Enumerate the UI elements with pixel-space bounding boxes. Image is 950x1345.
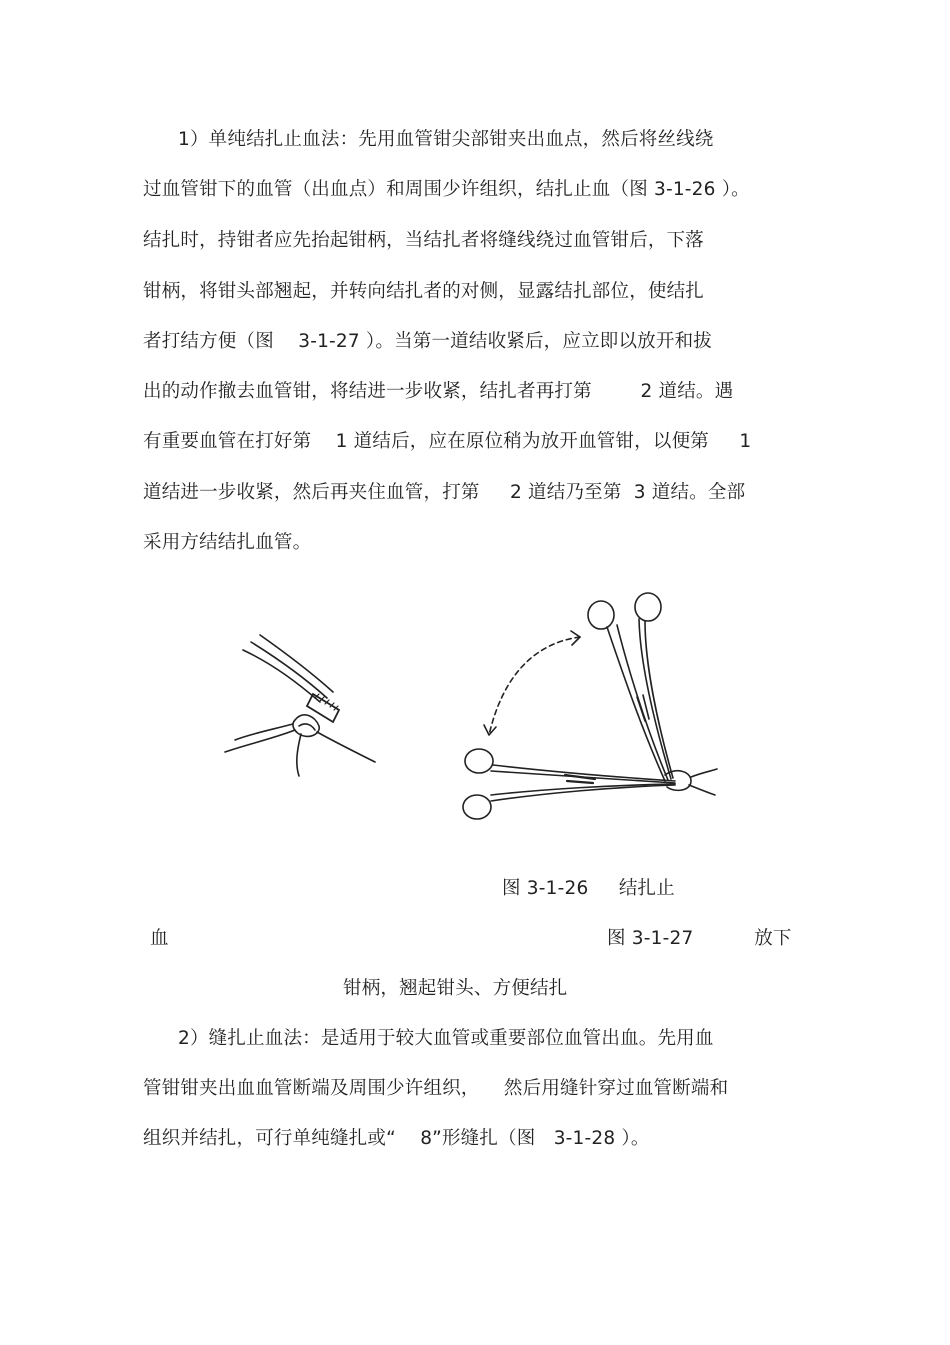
caption-line-1: 图 3-1-26 结扎止 <box>502 878 675 899</box>
p1-line-5: 者打结方便（图 3-1-27 ）。当第一道结收紧后，应立即以放开和拔 <box>143 331 712 352</box>
p1-line-7: 有重要血管在打好第 1 道结后，应在原位稍为放开血管钳，以便第 1 <box>143 431 752 452</box>
caption-line-3: 钳柄，翘起钳头、方便结扎 <box>343 978 568 999</box>
caption-line-2-right: 图 3-1-27 放下 <box>607 928 792 949</box>
p1-line-1: 1）单纯结扎止血法：先用血管钳尖部钳夹出血点，然后将丝线绕 <box>178 129 714 150</box>
p1-line-2: 过血管钳下的血管（出血点）和周围少许组织，结扎止血（图 3-1-26 ）。 <box>143 179 750 200</box>
p2-line-1: 2）缝扎止血法：是适用于较大血管或重要部位血管出血。先用血 <box>178 1028 714 1049</box>
figure-3-1-27 <box>455 585 725 825</box>
p1-line-4: 钳柄，将钳头部翘起，并转向结扎者的对侧，显露结扎部位，使结扎 <box>143 281 705 302</box>
figure-3-1-26 <box>215 630 385 780</box>
p2-line-2: 管钳钳夹出血血管断端及周围少许组织， 然后用缝针穿过血管断端和 <box>143 1078 729 1099</box>
p1-line-8: 道结进一步收紧，然后再夹住血管，打第 2 道结乃至第 3 道结。全部 <box>143 482 746 503</box>
p1-line-3: 结扎时，持钳者应先抬起钳柄，当结扎者将缝线绕过血管钳后，下落 <box>143 230 705 251</box>
p1-line-9: 采用方结结扎血管。 <box>143 532 312 553</box>
p2-line-3: 组织并结扎，可行单纯缝扎或“ 8”形缝扎（图 3-1-28 ）。 <box>143 1128 650 1149</box>
p1-line-6: 出的动作撤去血管钳，将结进一步收紧，结扎者再打第 2 道结。遇 <box>143 381 734 402</box>
caption-line-2-left: 血 <box>150 928 169 949</box>
